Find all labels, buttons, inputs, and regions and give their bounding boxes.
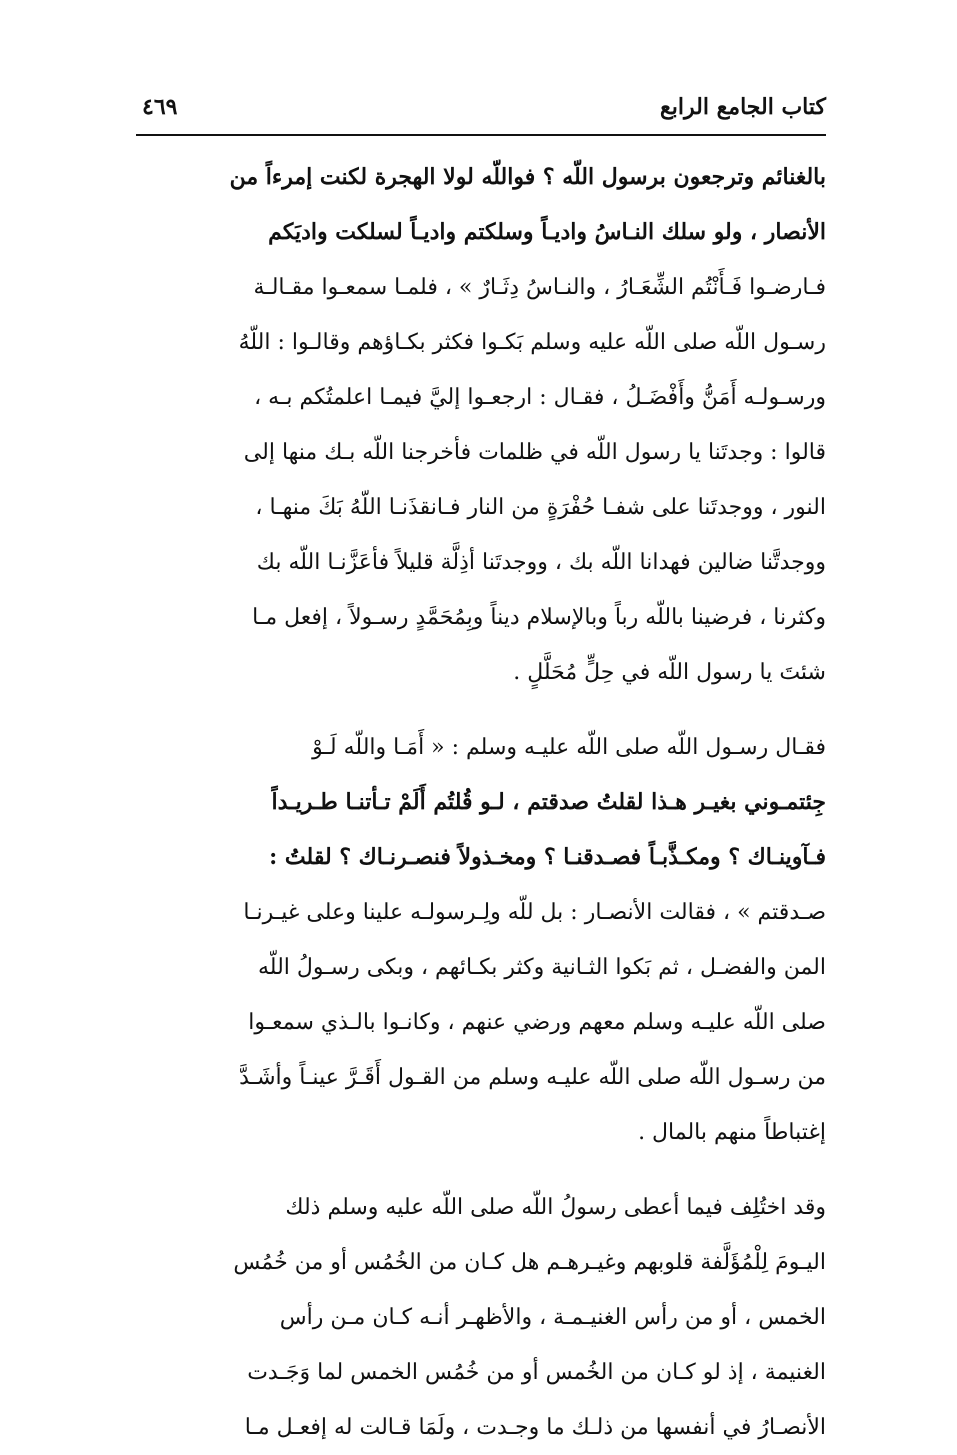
paragraph [136,720,826,1160]
body-text [136,150,826,1455]
text-line: الأنصـارُ في أنفسها من ذلـك ما وجـدت ، ولَمَا قـالت له إفعـل مـا [244,1415,826,1440]
text-line: فقـال رسـول اللّه صلى اللّه عليـه وسلم : « أَمَـا واللّه لَـوْ [312,735,826,760]
page-number: ٤٦٩ [142,94,178,120]
text-line: فـآوينـاك ؟ ومكـذَّبـاً فصـدقنـا ؟ ومخـذولاً فنصـرنـاك ؟ لقلتُ : [269,844,826,870]
text-line: صـدقتم » ، فقالت الأنصـار : بل للّه ولِـرسولـه علينا وعلى غيـرنـا [243,900,826,925]
text-line: المن والفضـل ، ثم بَكوا الثـانية وكثر بكـائهم ، وبكى رسـولُ اللّه [257,955,826,980]
text-line: النور ، ووجدتَنا على شفـا حُفْرَةٍ من النار فـانقذَنـا اللّهُ بَكَ منهـا ، [255,495,826,520]
text-line: إغتباطاً منهم بالمال . [638,1120,826,1145]
text-line: ووجدتَّنا ضالين فهدانا اللّه بك ، ووجدتَنا أذِلَّة قليلاً فأعَزَّنـا اللّه بك [256,550,826,575]
text-line: بالغنائم وترجعون برسول اللّه ؟ فواللّه لولا الهجرة لكنت إمرءاً من [229,164,826,190]
text-line: قالوا : وجدتَنا يا رسول اللّه في ظلمات فأخرجنا اللّه بـك منها إلى [243,440,826,465]
text-line: رسـول اللّه صلى اللّه عليه وسلم بَكـوا فكثر بكـاؤهم وقالـوا : اللّهُ [238,330,826,355]
text-line: الخمس ، أو من رأس الغنيـمـة ، والأظهـر أنـه كـان مـن رأس [279,1305,826,1330]
text-line: صلى اللّه عليـه وسلم معهم ورضي عنهم ، وكانـوا بالـذي سمعـوا [248,1010,826,1035]
text-line: وكثرنا ، فرضينا باللّه رباً وبالإسلام ديناً وبِمُحَمَّدٍ رسـولاً ، إفعل مـا [252,605,826,630]
text-line: وقد اختُلِف فيما أعطى رسولُ اللّه صلى اللّه عليه وسلم ذلك [285,1195,826,1220]
text-line: جِئتمـوني بغيـر هـذا لقلتُ صدقتم ، لـو قُلتُم أَلَمْ تـأتنـا طـريـداً [271,789,826,815]
text-line: اليـومَ لِلْمُؤَلَّفة قلوبهم وغيـرهـم هل كـان من الخُمُس أو من خُمُس [233,1250,826,1275]
text-line: شئتَ يا رسول اللّه في حِلٍّ مُحَلَّلٍ . [513,660,826,685]
paragraph [136,150,826,700]
text-line: الأنصار ، ولو سلك النـاسُ واديـاً وسلكتم واديـاً لسلكت واديَكم [268,219,826,245]
page-header [136,88,826,136]
text-line: الغنيمة ، إذ لو كـان من الخُمس أو من خُمُس الخمس لما وَجَـدت [247,1360,826,1385]
text-line: من رسـول اللّه صلى اللّه عليـه وسلم من القـول أَقَـرَّ عينـاً وأشَـدَّ [239,1065,826,1090]
text-line: فـارضـوا فَـأَنْتُم الشِّعَـارُ ، والنـاسُ دِثَـارٌ » ، فلمـا سمعـوا مقـالـة [253,275,826,300]
paragraph [136,1180,826,1455]
text-line: ورسـولـه أَمَنُّ وأَفْضَـلُ ، فقـال : ارجعـوا إليَّ فيمـا اعلمتُكم بـه ، [254,385,826,410]
running-title: كتاب الجامع الرابع [660,94,826,120]
